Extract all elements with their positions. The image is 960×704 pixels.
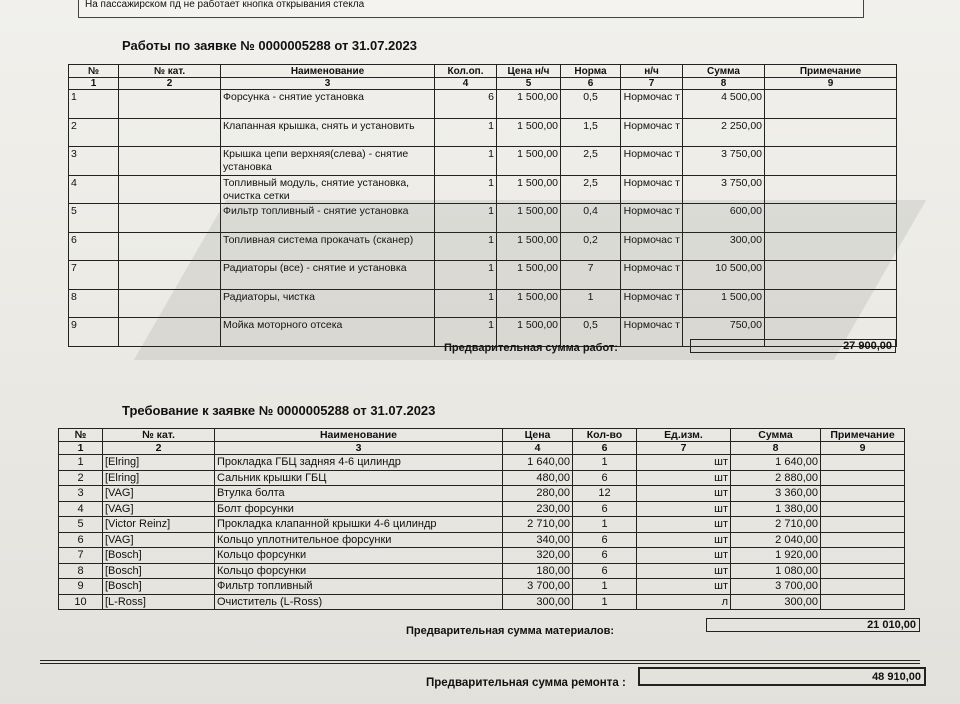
repair-total-label: Предварительная сумма ремонта :	[426, 677, 626, 689]
materials-cell-qty: 12	[573, 486, 637, 502]
works-cell-norm: 1	[561, 289, 621, 318]
materials-cell-sum: 1 640,00	[731, 455, 821, 471]
materials-cell-name: Кольцо уплотнительное форсунки	[215, 532, 503, 548]
works-cell-name: Радиаторы (все) - снятие и установка	[221, 261, 435, 290]
works-header-row	[69, 65, 897, 78]
col-number: 1	[69, 78, 119, 90]
materials-cell-cat: [Elring]	[103, 455, 215, 471]
works-table-row	[69, 147, 897, 176]
works-cell-qty: 1	[435, 261, 497, 290]
materials-table-row	[59, 455, 905, 471]
works-table	[68, 64, 897, 347]
works-cell-sum: 750,00	[683, 318, 765, 347]
materials-cell-note	[821, 455, 905, 471]
works-cell-n: 9	[69, 318, 119, 347]
works-col-header: Норма	[561, 65, 621, 78]
works-cell-unit: Нормочас т	[621, 175, 683, 204]
materials-cell-cat: [Bosch]	[103, 579, 215, 595]
materials-cell-sum: 1 920,00	[731, 548, 821, 564]
materials-cell-name: Кольцо форсунки	[215, 548, 503, 564]
works-cell-sum: 10 500,00	[683, 261, 765, 290]
works-cell-name: Мойка моторного отсека	[221, 318, 435, 347]
materials-cell-name: Втулка болта	[215, 486, 503, 502]
materials-cell-n: 5	[59, 517, 103, 533]
materials-cell-n: 2	[59, 470, 103, 486]
materials-cell-sum: 3 700,00	[731, 579, 821, 595]
materials-cell-qty: 6	[573, 532, 637, 548]
materials-cell-price: 2 710,00	[503, 517, 573, 533]
materials-cell-n: 6	[59, 532, 103, 548]
works-cell-n: 5	[69, 204, 119, 233]
works-cell-note	[765, 118, 897, 147]
works-cell-norm: 1,5	[561, 118, 621, 147]
works-cell-sum: 600,00	[683, 204, 765, 233]
works-cell-cat	[119, 232, 221, 261]
materials-header-row	[59, 429, 905, 442]
materials-col-header: Сумма	[731, 429, 821, 442]
materials-cell-cat: [VAG]	[103, 486, 215, 502]
works-total-label: Предварительная сумма работ:	[444, 342, 618, 354]
materials-table-row	[59, 594, 905, 610]
materials-cell-unit: шт	[637, 563, 731, 579]
works-cell-price: 1 500,00	[497, 261, 561, 290]
works-cell-name: Радиаторы, чистка	[221, 289, 435, 318]
materials-table	[58, 428, 905, 610]
works-table-row	[69, 175, 897, 204]
works-cell-sum: 3 750,00	[683, 147, 765, 176]
repair-total-value: 48 910,00	[638, 667, 926, 686]
works-cell-note	[765, 289, 897, 318]
works-cell-unit: Нормочас т	[621, 232, 683, 261]
materials-cell-note	[821, 486, 905, 502]
materials-cell-unit: шт	[637, 486, 731, 502]
materials-cell-price: 280,00	[503, 486, 573, 502]
materials-cell-note	[821, 517, 905, 533]
materials-cell-sum: 1 080,00	[731, 563, 821, 579]
materials-cell-cat: [Elring]	[103, 470, 215, 486]
works-cell-n: 4	[69, 175, 119, 204]
materials-col-header: Примечание	[821, 429, 905, 442]
col-number: 2	[119, 78, 221, 90]
materials-cell-price: 3 700,00	[503, 579, 573, 595]
materials-cell-price: 480,00	[503, 470, 573, 486]
materials-cell-n: 3	[59, 486, 103, 502]
works-table-row	[69, 90, 897, 119]
materials-cell-unit: шт	[637, 470, 731, 486]
col-number: 4	[435, 78, 497, 90]
materials-cell-n: 9	[59, 579, 103, 595]
works-cell-n: 1	[69, 90, 119, 119]
works-cell-sum: 1 500,00	[683, 289, 765, 318]
materials-cell-name: Прокладка ГБЦ задняя 4-6 цилиндр	[215, 455, 503, 471]
materials-cell-name: Кольцо форсунки	[215, 563, 503, 579]
works-table-row	[69, 232, 897, 261]
works-col-header: №	[69, 65, 119, 78]
materials-col-header: №	[59, 429, 103, 442]
col-number: 3	[215, 442, 503, 455]
materials-cell-sum: 2 880,00	[731, 470, 821, 486]
works-cell-norm: 7	[561, 261, 621, 290]
works-cell-cat	[119, 90, 221, 119]
materials-cell-unit: шт	[637, 548, 731, 564]
materials-cell-qty: 1	[573, 455, 637, 471]
col-number: 2	[103, 442, 215, 455]
works-cell-price: 1 500,00	[497, 90, 561, 119]
materials-cell-unit: шт	[637, 455, 731, 471]
works-cell-note	[765, 175, 897, 204]
col-number: 6	[561, 78, 621, 90]
works-col-header: Примечание	[765, 65, 897, 78]
materials-cell-cat: [Bosch]	[103, 548, 215, 564]
col-number: 4	[503, 442, 573, 455]
col-number: 9	[765, 78, 897, 90]
works-cell-qty: 1	[435, 289, 497, 318]
works-cell-unit: Нормочас т	[621, 318, 683, 347]
materials-cell-price: 300,00	[503, 594, 573, 610]
materials-cell-qty: 6	[573, 548, 637, 564]
materials-cell-unit: шт	[637, 517, 731, 533]
works-cell-qty: 1	[435, 318, 497, 347]
materials-cell-n: 10	[59, 594, 103, 610]
materials-cell-price: 340,00	[503, 532, 573, 548]
col-number: 7	[621, 78, 683, 90]
works-cell-note	[765, 204, 897, 233]
materials-cell-note	[821, 548, 905, 564]
works-col-number-row	[69, 78, 897, 90]
works-cell-sum: 300,00	[683, 232, 765, 261]
materials-cell-sum: 2 040,00	[731, 532, 821, 548]
works-cell-n: 3	[69, 147, 119, 176]
col-number: 5	[497, 78, 561, 90]
materials-cell-note	[821, 563, 905, 579]
materials-col-header: Ед.изм.	[637, 429, 731, 442]
materials-cell-price: 1 640,00	[503, 455, 573, 471]
col-number: 3	[221, 78, 435, 90]
materials-table-row	[59, 501, 905, 517]
materials-table-row	[59, 548, 905, 564]
works-cell-cat	[119, 147, 221, 176]
works-cell-qty: 1	[435, 204, 497, 233]
col-number: 8	[683, 78, 765, 90]
materials-cell-name: Очиститель (L-Ross)	[215, 594, 503, 610]
materials-cell-n: 7	[59, 548, 103, 564]
works-cell-unit: Нормочас т	[621, 147, 683, 176]
works-cell-norm: 0,4	[561, 204, 621, 233]
works-col-header: Цена н/ч	[497, 65, 561, 78]
materials-cell-name: Прокладка клапанной крышки 4-6 цилиндр	[215, 517, 503, 533]
materials-cell-name: Сальник крышки ГБЦ	[215, 470, 503, 486]
materials-cell-sum: 300,00	[731, 594, 821, 610]
works-cell-sum: 4 500,00	[683, 90, 765, 119]
materials-cell-price: 230,00	[503, 501, 573, 517]
works-total-value: 27 900,00	[690, 339, 896, 353]
works-cell-norm: 2,5	[561, 175, 621, 204]
materials-cell-qty: 6	[573, 501, 637, 517]
works-cell-price: 1 500,00	[497, 289, 561, 318]
works-cell-qty: 1	[435, 175, 497, 204]
materials-cell-qty: 1	[573, 594, 637, 610]
works-cell-cat	[119, 204, 221, 233]
materials-table-row	[59, 486, 905, 502]
works-cell-qty: 1	[435, 147, 497, 176]
works-cell-price: 1 500,00	[497, 175, 561, 204]
materials-cell-n: 8	[59, 563, 103, 579]
works-cell-n: 8	[69, 289, 119, 318]
works-cell-name: Топливный модуль, снятие установка, очистка сетки	[221, 175, 435, 204]
works-cell-cat	[119, 175, 221, 204]
works-cell-unit: Нормочас т	[621, 204, 683, 233]
works-cell-unit: Нормочас т	[621, 118, 683, 147]
materials-cell-unit: шт	[637, 501, 731, 517]
materials-cell-note	[821, 501, 905, 517]
materials-cell-qty: 1	[573, 579, 637, 595]
materials-cell-note	[821, 594, 905, 610]
works-cell-note	[765, 90, 897, 119]
materials-table-row	[59, 563, 905, 579]
materials-cell-price: 320,00	[503, 548, 573, 564]
materials-cell-price: 180,00	[503, 563, 573, 579]
materials-cell-note	[821, 579, 905, 595]
materials-table-row	[59, 532, 905, 548]
materials-table-row	[59, 579, 905, 595]
col-number: 9	[821, 442, 905, 455]
materials-cell-unit: шт	[637, 579, 731, 595]
materials-cell-sum: 1 380,00	[731, 501, 821, 517]
works-cell-price: 1 500,00	[497, 318, 561, 347]
materials-col-number-row	[59, 442, 905, 455]
materials-cell-cat: [VAG]	[103, 532, 215, 548]
works-title: Работы по заявке № 0000005288 от 31.07.2023	[122, 38, 417, 53]
materials-cell-sum: 3 360,00	[731, 486, 821, 502]
materials-title: Требование к заявке № 0000005288 от 31.07.2023	[122, 403, 436, 418]
works-cell-qty: 1	[435, 232, 497, 261]
works-cell-note	[765, 147, 897, 176]
works-cell-name: Крышка цепи верхняя(слева) - снятие установка	[221, 147, 435, 176]
works-cell-name: Форсунка - снятие установка	[221, 90, 435, 119]
col-number: 7	[637, 442, 731, 455]
works-table-row	[69, 289, 897, 318]
works-cell-price: 1 500,00	[497, 204, 561, 233]
works-cell-unit: Нормочас т	[621, 289, 683, 318]
materials-cell-qty: 6	[573, 563, 637, 579]
works-cell-n: 2	[69, 118, 119, 147]
divider	[40, 660, 920, 661]
works-table-row	[69, 118, 897, 147]
works-cell-norm: 0,5	[561, 318, 621, 347]
works-cell-cat	[119, 318, 221, 347]
col-number: 8	[731, 442, 821, 455]
works-col-header: Наименование	[221, 65, 435, 78]
works-col-header: Кол.оп.	[435, 65, 497, 78]
works-cell-unit: Нормочас т	[621, 261, 683, 290]
works-cell-name: Клапанная крышка, снять и установить	[221, 118, 435, 147]
top-note: На пассажирском пд не работает кнопка открывания стекла	[78, 0, 864, 18]
works-cell-unit: Нормочас т	[621, 90, 683, 119]
materials-cell-cat: [Bosch]	[103, 563, 215, 579]
works-cell-norm: 2,5	[561, 147, 621, 176]
works-cell-name: Топливная система прокачать (сканер)	[221, 232, 435, 261]
works-cell-cat	[119, 289, 221, 318]
works-cell-qty: 6	[435, 90, 497, 119]
materials-cell-unit: шт	[637, 532, 731, 548]
materials-col-header: Наименование	[215, 429, 503, 442]
works-cell-price: 1 500,00	[497, 232, 561, 261]
works-cell-n: 6	[69, 232, 119, 261]
materials-col-header: Цена	[503, 429, 573, 442]
materials-cell-qty: 6	[573, 470, 637, 486]
materials-cell-n: 4	[59, 501, 103, 517]
col-number: 6	[573, 442, 637, 455]
works-cell-sum: 3 750,00	[683, 175, 765, 204]
works-cell-norm: 0,5	[561, 90, 621, 119]
works-cell-n: 7	[69, 261, 119, 290]
works-cell-cat	[119, 261, 221, 290]
works-col-header: № кат.	[119, 65, 221, 78]
materials-cell-note	[821, 470, 905, 486]
materials-cell-n: 1	[59, 455, 103, 471]
works-cell-sum: 2 250,00	[683, 118, 765, 147]
materials-cell-qty: 1	[573, 517, 637, 533]
materials-cell-cat: [Victor Reinz]	[103, 517, 215, 533]
materials-cell-name: Болт форсунки	[215, 501, 503, 517]
materials-table-row	[59, 517, 905, 533]
works-cell-price: 1 500,00	[497, 118, 561, 147]
works-cell-note	[765, 232, 897, 261]
works-cell-price: 1 500,00	[497, 147, 561, 176]
materials-cell-unit: л	[637, 594, 731, 610]
materials-cell-note	[821, 532, 905, 548]
col-number: 1	[59, 442, 103, 455]
materials-cell-cat: [VAG]	[103, 501, 215, 517]
works-cell-note	[765, 261, 897, 290]
materials-col-header: № кат.	[103, 429, 215, 442]
divider	[40, 663, 920, 664]
materials-total-value: 21 010,00	[706, 618, 920, 632]
materials-table-row	[59, 470, 905, 486]
materials-col-header: Кол-во	[573, 429, 637, 442]
works-col-header: н/ч	[621, 65, 683, 78]
works-cell-qty: 1	[435, 118, 497, 147]
works-table-row	[69, 204, 897, 233]
materials-cell-cat: [L-Ross]	[103, 594, 215, 610]
works-cell-norm: 0,2	[561, 232, 621, 261]
materials-cell-sum: 2 710,00	[731, 517, 821, 533]
materials-cell-name: Фильтр топливный	[215, 579, 503, 595]
works-cell-cat	[119, 118, 221, 147]
works-table-row	[69, 261, 897, 290]
materials-total-label: Предварительная сумма материалов:	[406, 625, 615, 637]
works-col-header: Сумма	[683, 65, 765, 78]
works-cell-name: Фильтр топливный - снятие установка	[221, 204, 435, 233]
